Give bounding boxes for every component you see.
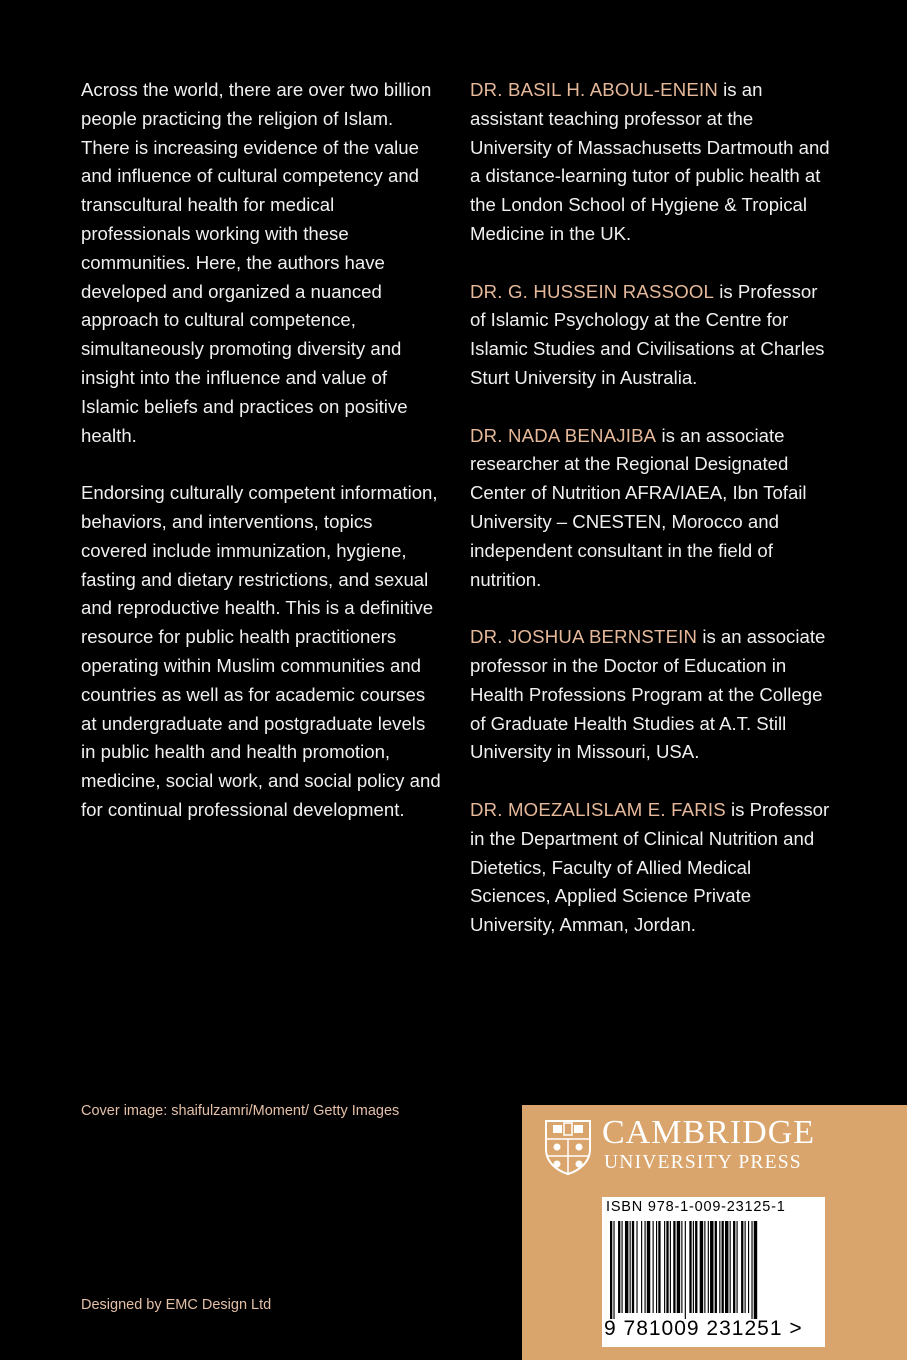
barcode-bar <box>737 1221 738 1313</box>
publisher-subtitle: UNIVERSITY PRESS <box>604 1152 802 1173</box>
barcode-bar <box>722 1221 724 1313</box>
barcode-bar <box>653 1221 654 1313</box>
barcode-bars <box>610 1221 817 1319</box>
barcode-bar <box>710 1221 713 1313</box>
barcode-bar <box>751 1221 752 1319</box>
barcode-bar <box>666 1221 668 1313</box>
publisher-name: CAMBRIDGE <box>602 1114 816 1151</box>
author-description: is Professor in the Department of Clinical Nutrition and Dietetics, Faculty of Allied Medical Sciences, Applied Science Private University, Amman, Jordan. <box>470 798 830 936</box>
barcode-bar <box>719 1221 720 1313</box>
barcode-bar <box>673 1221 675 1313</box>
barcode-digits: 9 781009 231251 > <box>604 1317 803 1340</box>
blurb-paragraph-1: Across the world, there are over two billion people practicing the religion of Islam. There is increasing evidence of the value and influence of cultural competency and transcultural health for medical professionals working with these communities. Here, the authors have developed and organized a nuanced approach to cultural competence, simultaneously promoting diversity and insight into the influence and value of Islamic beliefs and practices on positive health. <box>81 79 432 446</box>
barcode-bar <box>647 1221 650 1313</box>
barcode-bar <box>700 1221 703 1313</box>
author-bio <box>470 623 830 767</box>
barcode-bar <box>695 1221 697 1313</box>
barcode-bar <box>708 1221 709 1313</box>
barcode-bar <box>632 1221 634 1313</box>
barcode-bar <box>725 1221 728 1313</box>
barcode-bar <box>658 1221 660 1313</box>
author-name: DR. MOEZALISLAM E. FARIS <box>470 798 726 820</box>
author-name: DR. G. HUSSEIN RASSOOL <box>470 280 715 302</box>
author-description: is an associate professor in the Doctor of Education in Health Professions Program at the College of Graduate Health Studies at A.T. Still University in Missouri, USA. <box>470 626 826 763</box>
barcode-bar <box>733 1221 735 1313</box>
author-name: DR. JOSHUA BERNSTEIN <box>470 626 698 648</box>
author-description: is Professor of Islamic Psychology at the Centre for Islamic Studies and Civilisations at Charles Sturt University in Australia. <box>470 280 825 388</box>
author-description: is an assistant teaching professor at the University of Massachusetts Dartmouth and a distance-learning tutor of public health at the London School of Hygiene & Tropical Medicine in the UK. <box>470 79 830 244</box>
barcode-bar <box>636 1221 637 1313</box>
author-name: DR. NADA BENAJIBA <box>470 424 657 446</box>
barcode-bar <box>622 1221 623 1313</box>
barcode-bar <box>715 1221 717 1313</box>
barcode-bar <box>730 1221 731 1313</box>
author-bio <box>470 796 830 940</box>
barcode-bar <box>630 1221 631 1313</box>
barcode-bar <box>754 1221 757 1319</box>
barcode-bar <box>641 1221 642 1313</box>
author-bio <box>470 422 830 595</box>
barcode-bar <box>689 1221 691 1313</box>
barcode-bar <box>656 1221 657 1313</box>
author-bio <box>470 278 830 393</box>
author-bios <box>470 76 830 969</box>
barcode-bar <box>625 1221 628 1313</box>
barcode <box>602 1197 825 1347</box>
author-description: is an associate researcher at the Regional Designated Center of Nutrition AFRA/IAEA, Ibn Tofail University – CNESTEN, Morocco and independent consultant in the field of nutrition. <box>470 424 807 590</box>
isbn-label: ISBN 978-1-009-23125-1 <box>606 1199 786 1215</box>
barcode-bar <box>704 1221 705 1313</box>
barcode-bar <box>693 1221 694 1313</box>
cambridge-crest-icon <box>544 1119 592 1175</box>
cover-image-credit: Cover image: shaifulzamri/Moment/ Getty Images <box>81 1103 400 1119</box>
author-name: DR. BASIL H. ABOUL-ENEIN <box>470 79 718 100</box>
publisher-panel <box>522 1105 907 1360</box>
author-bio <box>470 76 830 249</box>
barcode-bar <box>610 1221 612 1319</box>
barcode-bar <box>645 1221 646 1313</box>
barcode-bar <box>618 1221 620 1313</box>
barcode-bar <box>741 1221 743 1313</box>
barcode-bar <box>677 1221 680 1313</box>
blurb-paragraph-2: Endorsing culturally competent information, behaviors, and interventions, topics covered include immunization, hygiene, fasting and dietary restrictions, and sexual and reproductive health. This is a definitive resource for public health practitioners operating within Muslim communities and countries as well as for academic courses at undergraduate and postgraduate levels in public health and health promotion, medicine, social work, and social policy and for continual professional development. <box>81 482 441 820</box>
barcode-bar <box>685 1221 686 1319</box>
barcode-bar <box>748 1221 749 1313</box>
barcode-bar <box>613 1221 614 1319</box>
barcode-bar <box>681 1221 682 1313</box>
barcode-bar <box>670 1221 671 1313</box>
blurb <box>81 76 441 854</box>
designer-credit: Designed by EMC Design Ltd <box>81 1297 272 1313</box>
barcode-bar <box>664 1221 665 1313</box>
barcode-bar <box>745 1221 746 1313</box>
